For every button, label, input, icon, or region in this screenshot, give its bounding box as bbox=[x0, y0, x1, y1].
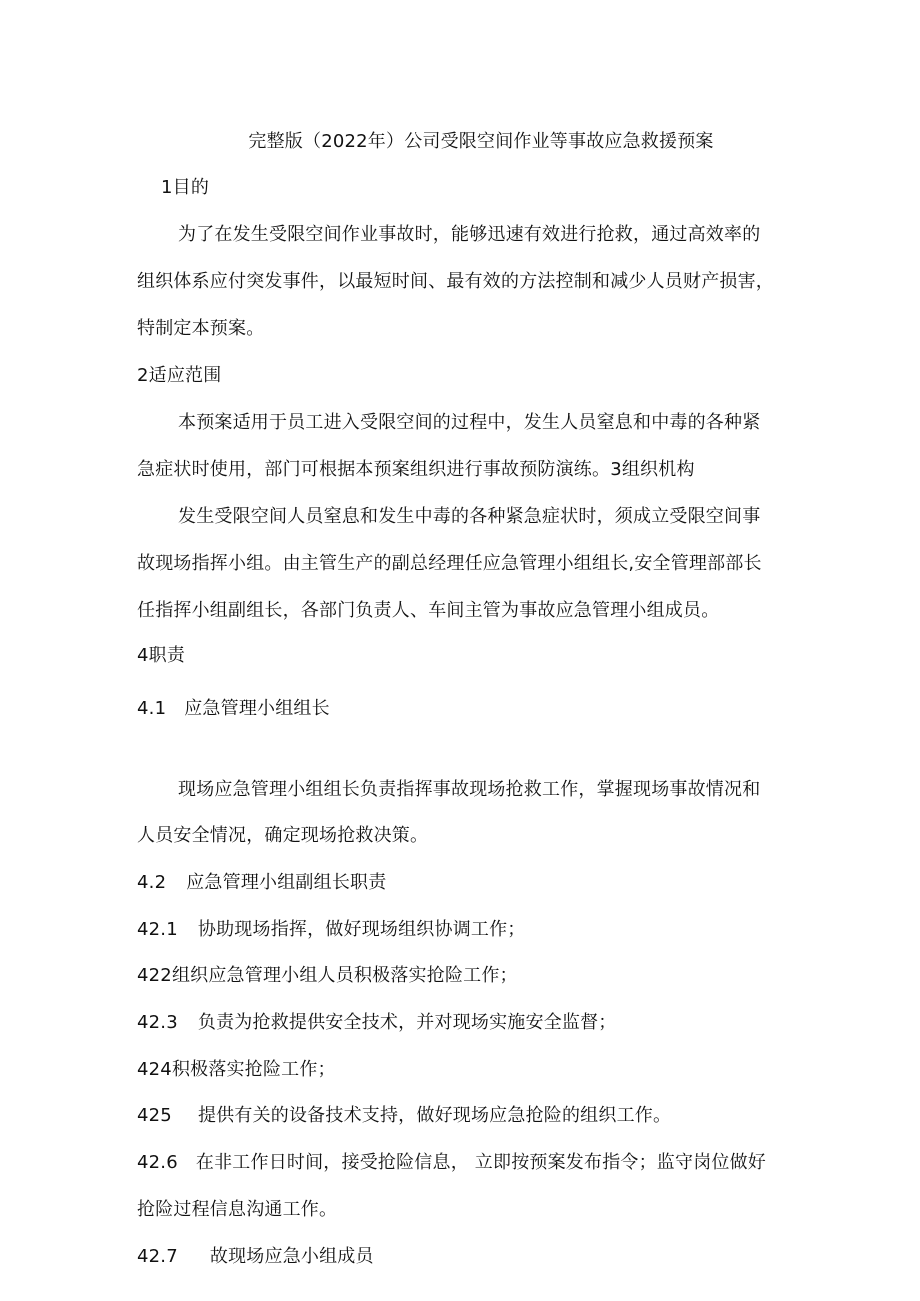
item-4-2-1-text: 协助现场指挥，做好现场组织协调工作； bbox=[197, 919, 526, 940]
section-4-heading: 4职责 bbox=[137, 645, 186, 666]
item-4-2-6-text: 在非工作日时间，接受抢险信息， 立即按预案发布指令；监守岗位做好 bbox=[195, 1152, 767, 1173]
section-4-2-title: 应急管理小组副组长职责 bbox=[186, 872, 387, 893]
section-2-heading: 2适应范围 bbox=[137, 365, 222, 386]
item-4-2-1 bbox=[137, 918, 526, 942]
section-4-1-paragraph-line-1: 现场应急管理小组组长负责指挥事故现场抢救工作，掌握现场事故情况和 bbox=[178, 779, 761, 800]
item-4-2-7-text: 故现场应急小组成员 bbox=[209, 1246, 374, 1267]
item-4-2-7-number: 42.7 bbox=[137, 1246, 178, 1267]
item-4-2-5-text: 提供有关的设备技术支持，做好现场应急抢险的组织工作。 bbox=[197, 1105, 672, 1126]
item-4-2-1-number: 42.1 bbox=[137, 919, 178, 940]
section-1-paragraph-line-2: 组织体系应付突发事件，以最短时间、最有效的方法控制和减少人员财产损害， bbox=[137, 271, 774, 292]
section-4-2-number: 4.2 bbox=[137, 872, 167, 893]
item-4-2-5 bbox=[137, 1104, 671, 1128]
item-4-2-3-text: 负责为抢救提供安全技术，并对现场实施安全监督； bbox=[197, 1012, 617, 1033]
section-1-paragraph-line-1: 为了在发生受限空间作业事故时，能够迅速有效进行抢救，通过高效率的 bbox=[178, 224, 761, 245]
item-4-2-6 bbox=[137, 1151, 766, 1175]
section-1-heading: 1目的 bbox=[161, 177, 210, 198]
item-4-2-3-number: 42.3 bbox=[137, 1012, 178, 1033]
section-3-paragraph-line-3: 任指挥小组副组长，各部门负责人、车间主管为事故应急管理小组成员。 bbox=[137, 600, 720, 621]
section-2-paragraph-line-1: 本预案适用于员工进入受限空间的过程中，发生人员窒息和中毒的各种紧 bbox=[178, 412, 761, 433]
item-4-2-2: 422组织应急管理小组人员积极落实抢险工作； bbox=[137, 965, 518, 986]
section-4-2-heading bbox=[137, 871, 386, 895]
item-4-2-7 bbox=[137, 1245, 374, 1269]
section-4-1-paragraph-line-2: 人员安全情况，确定现场抢救决策。 bbox=[137, 825, 429, 846]
section-2-paragraph-line-2: 急症状时使用，部门可根据本预案组织进行事故预防演练。3组织机构 bbox=[137, 459, 695, 480]
item-4-2-5-number: 425 bbox=[137, 1105, 172, 1126]
section-1-paragraph-line-3: 特制定本预案。 bbox=[137, 318, 265, 339]
section-4-1-number: 4.1 bbox=[137, 698, 167, 719]
item-4-2-6-number: 42.6 bbox=[137, 1152, 178, 1173]
section-3-paragraph-line-1: 发生受限空间人员窒息和发生中毒的各种紧急症状时，须成立受限空间事 bbox=[178, 506, 761, 527]
section-3-paragraph-line-2: 故现场指挥小组。由主管生产的副总经理任应急管理小组组长,安全管理部部长 bbox=[137, 553, 762, 574]
document-title: 完整版（2022年）公司受限空间作业等事故应急救援预案 bbox=[248, 131, 714, 152]
section-4-1-heading bbox=[137, 697, 330, 721]
item-4-2-6-line-2: 抢险过程信息沟通工作。 bbox=[137, 1199, 338, 1220]
item-4-2-4: 424积极落实抢险工作； bbox=[137, 1059, 336, 1080]
item-4-2-3 bbox=[137, 1011, 617, 1035]
section-4-1-title: 应急管理小组组长 bbox=[184, 698, 330, 719]
